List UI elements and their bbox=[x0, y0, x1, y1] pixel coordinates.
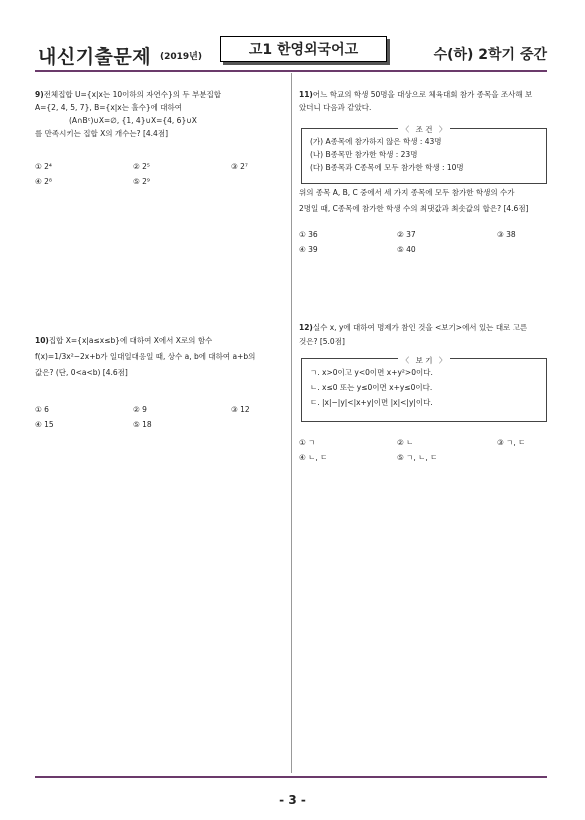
q9-choice-1[interactable]: ① 2⁴ bbox=[35, 162, 52, 171]
q12-choice-5[interactable]: ⑤ ㄱ, ㄴ, ㄷ bbox=[397, 453, 438, 462]
q9-choice-2[interactable]: ② 2⁵ bbox=[133, 162, 150, 171]
q11-condition-2: (나) B종목만 참가한 학생 : 23명 bbox=[310, 150, 418, 159]
q12-text-1: 실수 x, y에 대하여 명제가 참인 것을 <보기>에서 있는 대로 고른 bbox=[312, 323, 528, 332]
column-divider bbox=[291, 73, 292, 773]
q11-condition-box bbox=[301, 125, 547, 184]
q9-text-1: 전체집합 U={x|x는 10이하의 자연수}의 두 부분집합 bbox=[43, 90, 222, 99]
q10-choice-1[interactable]: ① 6 bbox=[35, 405, 49, 414]
q12-example-title-text: 보 기 bbox=[412, 356, 437, 365]
question-11 bbox=[299, 88, 549, 114]
q9-choice-4[interactable]: ④ 2⁸ bbox=[35, 177, 52, 186]
q9-line-4: 를 만족시키는 집합 X의 개수는? [4.4점] bbox=[35, 129, 169, 138]
q9-choice-5[interactable]: ⑤ 2⁹ bbox=[133, 177, 150, 186]
exam-term: 수(하) 2학기 중간 bbox=[433, 47, 547, 63]
q9-number: 9) bbox=[35, 90, 44, 99]
q10-choice-4[interactable]: ④ 15 bbox=[35, 420, 54, 429]
question-9 bbox=[35, 88, 285, 140]
q10-text-1: 집합 X={x|a≤x≤b}에 대하여 X에서 X로의 함수 bbox=[48, 336, 213, 345]
q11-line-1 bbox=[299, 88, 549, 101]
q12-choice-4[interactable]: ④ ㄴ, ㄷ bbox=[299, 453, 328, 462]
doc-title: 내신기출문제 bbox=[38, 46, 152, 68]
q11-after-1: 위의 종목 A, B, C 중에서 세 가지 종목에 모두 참가한 학생의 수가 bbox=[299, 188, 515, 197]
q12-example-title: 〈 보 기 〉 bbox=[302, 353, 546, 368]
q11-choices bbox=[299, 230, 549, 260]
q10-choice-2[interactable]: ② 9 bbox=[133, 405, 147, 414]
q12-statement-3: ㄷ. |x|−|y|<|x+y|이면 |x|<|y|이다. bbox=[310, 398, 433, 407]
question-12 bbox=[299, 321, 549, 349]
q11-choice-2[interactable]: ② 37 bbox=[397, 230, 416, 239]
q11-condition-title-text: 조 건 bbox=[412, 125, 437, 134]
q10-line-1 bbox=[35, 333, 285, 349]
q11-number: 11) bbox=[299, 90, 313, 99]
q11-after-2: 2명일 때, C종목에 참가한 학생 수의 최댓값과 최솟값의 합은? [4.6점] bbox=[299, 204, 529, 213]
q11-text-1: 어느 학교의 학생 50명을 대상으로 체육대회 참가 종목을 조사해 보 bbox=[312, 90, 533, 99]
q9-choices bbox=[35, 162, 285, 192]
school-name: 고1 한영외국어고 bbox=[248, 42, 359, 58]
top-rule bbox=[35, 70, 547, 72]
q12-statement-2: ㄴ. x≤0 또는 y≤0이면 x+y≤0이다. bbox=[310, 383, 433, 392]
q11-choice-4[interactable]: ④ 39 bbox=[299, 245, 318, 254]
q10-choice-5[interactable]: ⑤ 18 bbox=[133, 420, 152, 429]
q9-line-2: A={2, 4, 5, 7}, B={x|x는 홀수}에 대하여 bbox=[35, 103, 182, 112]
q12-choice-3[interactable]: ③ ㄱ, ㄷ bbox=[497, 438, 526, 447]
q12-choice-1[interactable]: ① ㄱ bbox=[299, 438, 316, 447]
q11-choice-3[interactable]: ③ 38 bbox=[497, 230, 516, 239]
school-box bbox=[220, 36, 387, 62]
q10-choices bbox=[35, 405, 285, 435]
q12-number: 12) bbox=[299, 323, 313, 332]
page-number: - 3 - bbox=[279, 793, 306, 807]
q12-choice-2[interactable]: ② ㄴ bbox=[397, 438, 414, 447]
q10-choice-3[interactable]: ③ 12 bbox=[231, 405, 250, 414]
q11-condition-title: 〈 조 건 〉 bbox=[302, 123, 546, 136]
q12-example-box bbox=[301, 358, 547, 422]
bottom-rule bbox=[35, 776, 547, 778]
q12-statement-1: ㄱ. x>0이고 y<0이면 x+y²>0이다. bbox=[310, 368, 433, 377]
q9-choice-3[interactable]: ③ 2⁷ bbox=[231, 162, 248, 171]
q12-line-2: 것은? [5.0점] bbox=[299, 337, 345, 346]
question-10 bbox=[35, 333, 285, 381]
q11-condition-1: (가) A종목에 참가하지 않은 학생 : 43명 bbox=[310, 137, 442, 146]
q11-condition-3: (다) B종목과 C종목에 모두 참가한 학생 : 10명 bbox=[310, 163, 464, 172]
q12-choices bbox=[299, 437, 549, 467]
q10-line-2: f(x)=1/3x²−2x+b가 일대일대응일 때, 상수 a, b에 대하여 a+b의 bbox=[35, 352, 256, 361]
q11-line-2: 았더니 다음과 같았다. bbox=[299, 103, 372, 112]
q10-line-3: 값은? (단, 0<a<b) [4.6점] bbox=[35, 368, 128, 377]
q11-choice-1[interactable]: ① 36 bbox=[299, 230, 318, 239]
q11-choice-5[interactable]: ⑤ 40 bbox=[397, 245, 416, 254]
doc-year: (2019년) bbox=[160, 52, 202, 62]
q9-line-3: (A∩Bᶜ)∪X=∅, {1, 4}∪X={4, 6}∪X bbox=[69, 116, 197, 125]
q9-line-1 bbox=[35, 88, 285, 101]
q12-line-1 bbox=[299, 321, 549, 335]
q10-number: 10) bbox=[35, 336, 49, 345]
q11-after bbox=[299, 185, 549, 217]
